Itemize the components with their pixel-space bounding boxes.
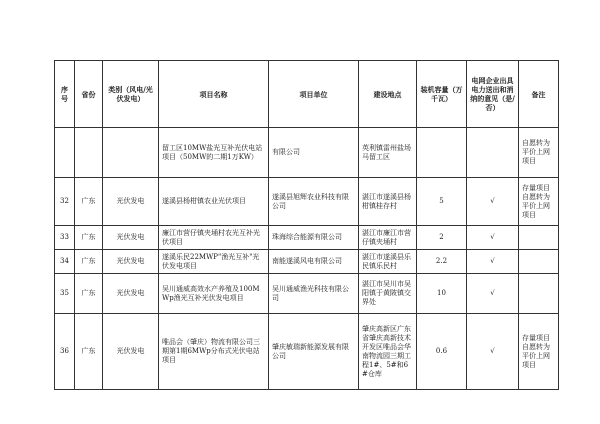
cell-unit: 肇庆敏瑞新能源发展有限公司	[269, 314, 359, 390]
cell-location: 湛江市吴川市吴阳镇于黄陂镇交界处	[359, 274, 417, 314]
cell-unit: 有限公司	[269, 128, 359, 178]
cell-capacity: 2.2	[417, 250, 467, 274]
header-capacity: 装机容量（万千瓦）	[417, 61, 467, 128]
table-row	[55, 314, 559, 390]
cell-location: 湛江市遂溪县杨柑镇桂存村	[359, 178, 417, 226]
cell-grid-opinion	[467, 128, 519, 178]
table-header-row	[55, 61, 559, 128]
header-grid-opinion: 电网企业出具电力送出和消纳的意见（是/否）	[467, 61, 519, 128]
cell-category: 光伏发电	[103, 314, 159, 390]
cell-location: 湛江市廉江市营仔镇夹埇村	[359, 226, 417, 250]
cell-seq: 32	[55, 178, 75, 226]
cell-remark	[519, 274, 559, 314]
cell-project-name: 遂溪乐民22MWP"渔光互补"光伏发电项目	[159, 250, 269, 274]
header-seq: 序号	[55, 61, 75, 128]
header-province: 省份	[75, 61, 103, 128]
header-location: 建设地点	[359, 61, 417, 128]
cell-grid-opinion: √	[467, 314, 519, 390]
table-row	[55, 178, 559, 226]
header-remark: 备注	[519, 61, 559, 128]
cell-category: 光伏发电	[103, 226, 159, 250]
cell-project-name: 唯品会（肇庆）物流有限公司三期第1期6MWp分布式光伏电站项目	[159, 314, 269, 390]
cell-capacity	[417, 128, 467, 178]
cell-seq: 33	[55, 226, 75, 250]
cell-grid-opinion: √	[467, 250, 519, 274]
cell-location: 英利镇雷州盐场马留工区	[359, 128, 417, 178]
project-table	[54, 60, 559, 390]
cell-unit: 南能遂溪风电有限公司	[269, 250, 359, 274]
cell-capacity: 2	[417, 226, 467, 250]
cell-grid-opinion: √	[467, 274, 519, 314]
cell-unit: 吴川通威渔光科技有限公司	[269, 274, 359, 314]
cell-unit: 遂溪县旭辉农业科技有限公司	[269, 178, 359, 226]
cell-project-name: 留工区10MW盐光互补光伏电站项目（50MW的二期1万KW）	[159, 128, 269, 178]
cell-capacity: 5	[417, 178, 467, 226]
cell-remark: 存量项目自愿转为平价上网项目	[519, 314, 559, 390]
table-row	[55, 250, 559, 274]
cell-province: 广东	[75, 274, 103, 314]
cell-category: 光伏发电	[103, 178, 159, 226]
cell-seq	[55, 128, 75, 178]
table-row	[55, 226, 559, 250]
table-row-continued	[55, 128, 559, 178]
header-project-name: 项目名称	[159, 61, 269, 128]
cell-seq: 35	[55, 274, 75, 314]
cell-project-name: 遂溪县杨柑镇农业光伏项目	[159, 178, 269, 226]
table-row	[55, 274, 559, 314]
cell-province	[75, 128, 103, 178]
cell-category	[103, 128, 159, 178]
cell-province: 广东	[75, 314, 103, 390]
cell-seq: 34	[55, 250, 75, 274]
cell-location: 湛江市遂溪县乐民镇乐民村	[359, 250, 417, 274]
cell-capacity: 0.6	[417, 314, 467, 390]
cell-location: 肇庆高新区广东省肇庆高新技术开发区唯品会华南物流园三期工程1#、5#和6#仓库	[359, 314, 417, 390]
cell-remark	[519, 226, 559, 250]
cell-capacity: 10	[417, 274, 467, 314]
cell-category: 光伏发电	[103, 274, 159, 314]
header-category: 类别（风电/光伏发电）	[103, 61, 159, 128]
cell-project-name: 廉江市营仔镇夹埇村农光互补光伏项目	[159, 226, 269, 250]
cell-remark: 自愿转为平价上网项目	[519, 128, 559, 178]
cell-province: 广东	[75, 250, 103, 274]
cell-remark: 存量项目自愿转为平价上网项目	[519, 178, 559, 226]
cell-remark	[519, 250, 559, 274]
cell-category: 光伏发电	[103, 250, 159, 274]
cell-seq: 36	[55, 314, 75, 390]
cell-province: 广东	[75, 178, 103, 226]
cell-unit: 珠海综合能源有限公司	[269, 226, 359, 250]
cell-grid-opinion: √	[467, 178, 519, 226]
cell-grid-opinion: √	[467, 226, 519, 250]
cell-province: 广东	[75, 226, 103, 250]
header-unit: 项目单位	[269, 61, 359, 128]
cell-project-name: 吴川通威高效水产养殖及100MWp渔光互补光伏发电项目	[159, 274, 269, 314]
